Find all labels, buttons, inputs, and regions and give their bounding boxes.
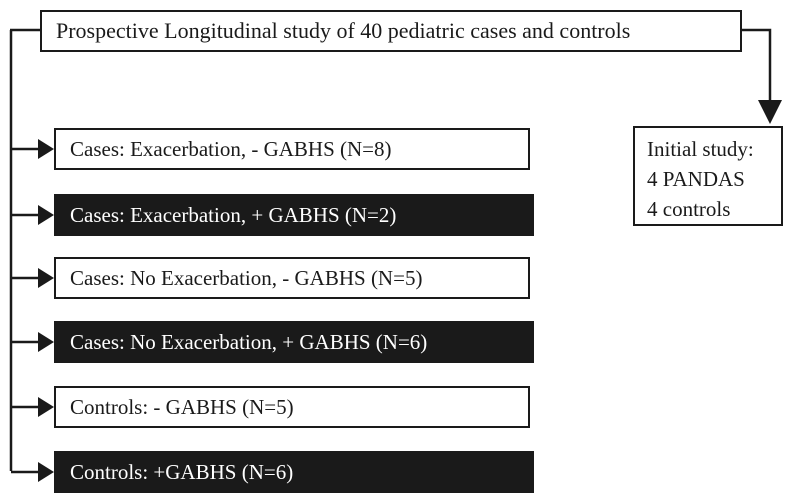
study-title: Prospective Longitudinal study of 40 pediatric cases and controls: [56, 18, 631, 43]
initial-study-box: [633, 126, 783, 226]
initial-study-heading: Initial study:: [647, 137, 754, 161]
initial-study-arrowhead: [758, 100, 782, 124]
branch-arrowhead: [38, 397, 54, 417]
branch-arrowhead: [38, 139, 54, 159]
group-label: Controls: +GABHS (N=6): [70, 459, 294, 484]
group-label: Cases: Exacerbation, - GABHS (N=8): [70, 136, 392, 161]
branch-arrowhead: [38, 462, 54, 482]
initial-study-controls: 4 controls: [647, 197, 731, 221]
group-box-cases-exacerbation-pos: [54, 194, 534, 236]
branch-arrowhead: [38, 332, 54, 352]
group-label: Cases: Exacerbation, + GABHS (N=2): [70, 202, 397, 227]
group-box-controls-neg: [54, 386, 530, 428]
group-label: Cases: No Exacerbation, - GABHS (N=5): [70, 265, 423, 290]
group-box-controls-pos: [54, 451, 534, 493]
group-label: Controls: - GABHS (N=5): [70, 394, 294, 419]
group-label: Cases: No Exacerbation, + GABHS (N=6): [70, 329, 428, 354]
title-right-connector: [741, 30, 770, 106]
initial-study-pandas: 4 PANDAS: [647, 167, 745, 191]
group-box-cases-no-exacerbation-neg: [54, 257, 530, 299]
group-box-cases-exacerbation-neg: [54, 128, 530, 170]
branch-arrowhead: [38, 205, 54, 225]
study-title-box: [40, 10, 742, 52]
group-box-cases-no-exacerbation-pos: [54, 321, 534, 363]
branch-arrowhead: [38, 268, 54, 288]
